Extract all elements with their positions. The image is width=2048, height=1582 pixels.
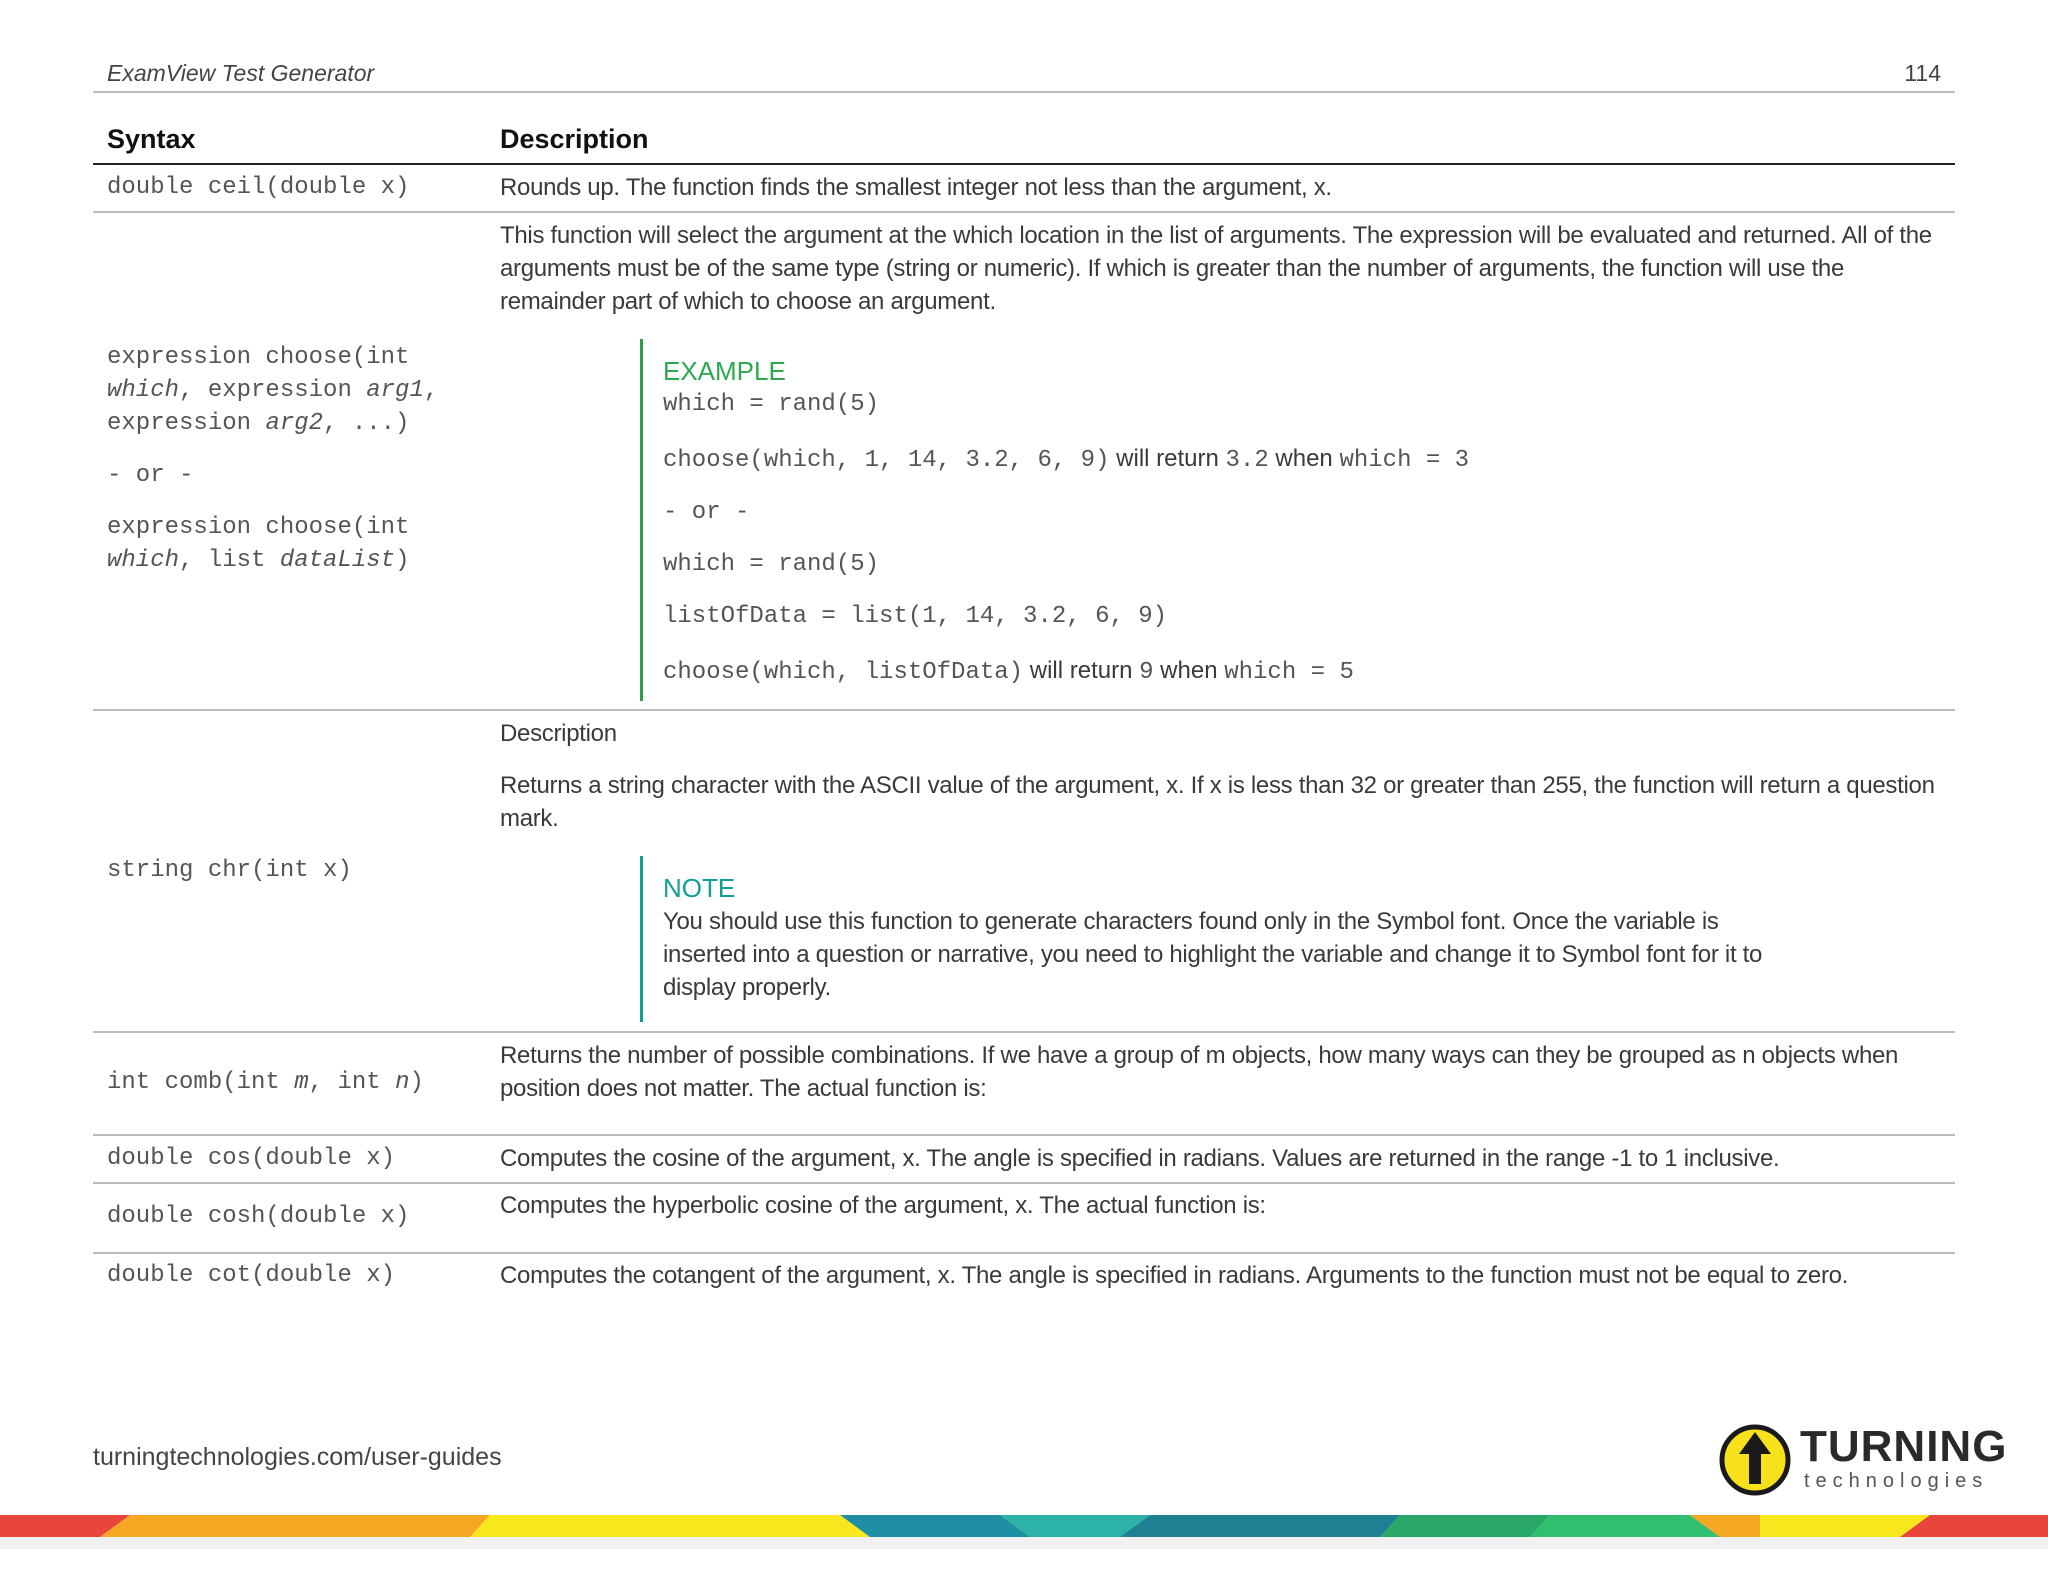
example-or: - or - <box>663 499 750 526</box>
syntax-choose-line2: which, expression arg1, <box>107 377 439 404</box>
row-divider <box>93 1134 1955 1136</box>
footer-color-stripe <box>0 1515 2048 1537</box>
description-chr-title: Description <box>500 720 617 747</box>
column-header-description: Description <box>500 124 649 154</box>
note-label: NOTE <box>663 873 736 903</box>
syntax-choose-alt-line1: expression choose(int <box>107 514 410 541</box>
description-cosh: Computes the hyperbolic cosine of the argument, x. The actual function is: <box>500 1192 1266 1219</box>
syntax-choose-line1: expression choose(int <box>107 344 410 371</box>
syntax-choose-alt-line2: which, list dataList) <box>107 547 410 574</box>
syntax-cos: double cos(double x) <box>107 1145 396 1172</box>
table-header-divider <box>93 163 1955 165</box>
syntax-choose-line3: expression arg2, ...) <box>107 410 410 437</box>
note-text: You should use this function to generate characters found only in the Symbol font. Once the variable is inserted into a question or narrative, you need to highlight the variable and change it to Symbol font for it to display properly. <box>663 908 1763 1001</box>
header-divider <box>93 91 1955 93</box>
row-divider <box>93 709 1955 711</box>
syntax-choose <box>107 341 438 577</box>
example-line: which = rand(5) <box>663 391 880 418</box>
footer-stripe-shadow <box>0 1537 2048 1549</box>
example-label: EXAMPLE <box>663 356 786 386</box>
row-divider <box>93 1031 1955 1033</box>
syntax-cosh: double cosh(double x) <box>107 1203 410 1230</box>
example-box <box>640 339 1469 701</box>
turning-technologies-logo <box>1718 1420 2008 1500</box>
document-title: ExamView Test Generator <box>107 60 375 86</box>
row-divider <box>93 1182 1955 1184</box>
row-divider <box>93 1252 1955 1254</box>
example-line: choose(which, 1, 14, 3.2, 6, 9) will return 3.2 when which = 3 <box>663 445 1470 474</box>
description-ceil: Rounds up. The function finds the smallest integer not less than the argument, x. <box>500 174 1332 201</box>
syntax-comb: int comb(int m, int n) <box>107 1069 424 1096</box>
row-divider <box>93 211 1955 213</box>
syntax-choose-or: - or - <box>107 462 194 489</box>
example-line: choose(which, listOfData) will return 9 when which = 5 <box>663 657 1354 686</box>
example-line: which = rand(5) <box>663 551 880 578</box>
syntax-chr: string chr(int x) <box>107 857 352 884</box>
column-header-syntax: Syntax <box>107 124 196 154</box>
footer-url-link[interactable]: turningtechnologies.com/user-guides <box>93 1443 502 1471</box>
syntax-ceil: double ceil(double x) <box>107 174 410 201</box>
description-cos: Computes the cosine of the argument, x. The angle is specified in radians. Values are returned in the range -1 to 1 inclusive. <box>500 1145 1780 1172</box>
description-comb: Returns the number of possible combinations. If we have a group of m objects, how many ways can they be grouped as n objects when position does not matter. The actual function is: <box>500 1042 1899 1102</box>
syntax-cot: double cot(double x) <box>107 1262 396 1289</box>
description-choose: This function will select the argument at the which location in the list of arguments. The expression will be evaluated and returned. All of the arguments must be of the same type (string or numeric). If which is greater than the number of arguments, the function will use the remainder part of which to choose an argument. <box>500 222 1932 315</box>
description-chr: Returns a string character with the ASCII value of the argument, x. If x is less than 32 or greater than 255, the function will return a question mark. <box>500 772 1935 832</box>
example-line: listOfData = list(1, 14, 3.2, 6, 9) <box>663 603 1168 630</box>
logo-subtext: technologies <box>1804 1470 1989 1492</box>
logo-wordmark: TURNING <box>1800 1422 2008 1471</box>
page-number: 114 <box>1904 60 1941 86</box>
note-box <box>640 856 1813 1022</box>
description-cot: Computes the cotangent of the argument, x. The angle is specified in radians. Arguments to the function must not be equal to zero. <box>500 1262 1849 1289</box>
